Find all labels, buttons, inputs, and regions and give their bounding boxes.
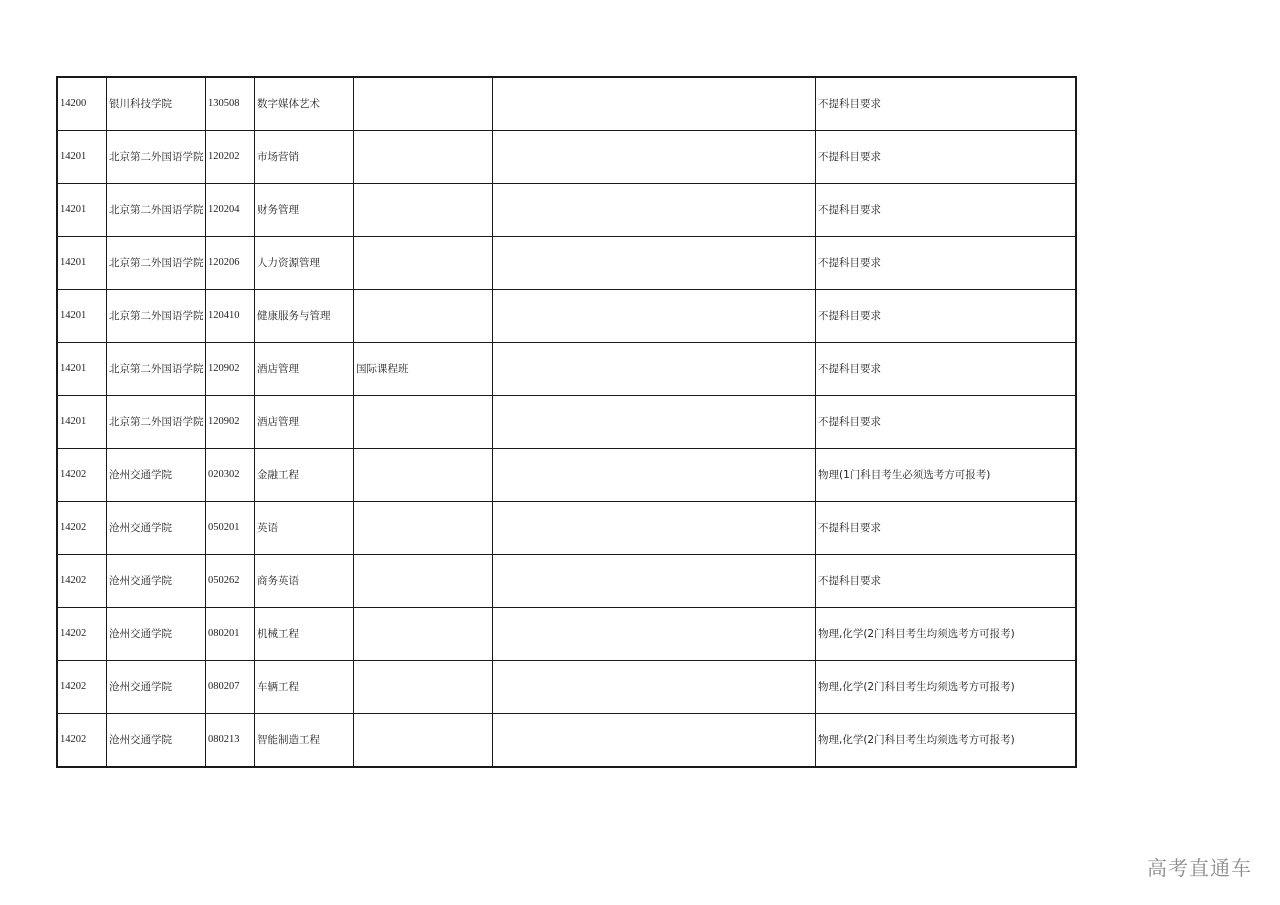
table-row [58,237,1076,290]
school-code-cell: 14201 [58,131,107,184]
major-name-cell: 商务英语 [255,555,354,608]
major-name-cell: 财务管理 [255,184,354,237]
major-code-cell: 120202 [206,131,255,184]
major-name-cell: 酒店管理 [255,343,354,396]
subject-requirement-cell: 不提科目要求 [816,502,1076,555]
subject-requirement-cell: 物理,化学(2门科目考生均须选考方可报考) [816,608,1076,661]
major-note-cell [354,714,493,767]
school-name-cell: 北京第二外国语学院 [107,237,206,290]
table-row [58,343,1076,396]
major-code-cell: 130508 [206,78,255,131]
subject-requirement-cell: 物理(1门科目考生必须选考方可报考) [816,449,1076,502]
table-row [58,78,1076,131]
blank-cell [493,237,816,290]
table-row [58,449,1076,502]
subject-requirement-cell: 不提科目要求 [816,290,1076,343]
major-code-cell: 120204 [206,184,255,237]
major-note-cell [354,237,493,290]
major-name-cell: 智能制造工程 [255,714,354,767]
blank-cell [493,714,816,767]
table-row [58,396,1076,449]
major-name-cell: 数字媒体艺术 [255,78,354,131]
school-name-cell: 北京第二外国语学院 [107,290,206,343]
subject-requirement-cell: 物理,化学(2门科目考生均须选考方可报考) [816,714,1076,767]
school-code-cell: 14202 [58,608,107,661]
school-code-cell: 14201 [58,237,107,290]
major-name-cell: 健康服务与管理 [255,290,354,343]
major-code-cell: 050262 [206,555,255,608]
school-code-cell: 14201 [58,290,107,343]
table-row [58,502,1076,555]
blank-cell [493,184,816,237]
subject-requirement-cell: 不提科目要求 [816,343,1076,396]
major-note-cell [354,184,493,237]
blank-cell [493,661,816,714]
school-name-cell: 沧州交通学院 [107,608,206,661]
blank-cell [493,396,816,449]
subject-requirement-cell: 不提科目要求 [816,78,1076,131]
school-code-cell: 14201 [58,343,107,396]
major-code-cell: 120410 [206,290,255,343]
table-row [58,714,1076,767]
table-row [58,131,1076,184]
school-name-cell: 沧州交通学院 [107,714,206,767]
blank-cell [493,502,816,555]
school-code-cell: 14202 [58,714,107,767]
table-row [58,184,1076,237]
subject-requirement-cell: 不提科目要求 [816,555,1076,608]
school-code-cell: 14201 [58,396,107,449]
school-code-cell: 14202 [58,555,107,608]
major-name-cell: 人力资源管理 [255,237,354,290]
major-code-cell: 080213 [206,714,255,767]
major-code-cell: 050201 [206,502,255,555]
major-code-cell: 080201 [206,608,255,661]
major-name-cell: 市场营销 [255,131,354,184]
blank-cell [493,131,816,184]
blank-cell [493,449,816,502]
major-note-cell: 国际课程班 [354,343,493,396]
major-name-cell: 酒店管理 [255,396,354,449]
blank-cell [493,343,816,396]
school-name-cell: 沧州交通学院 [107,661,206,714]
table-row [58,290,1076,343]
school-code-cell: 14202 [58,661,107,714]
table-row [58,661,1076,714]
major-name-cell: 车辆工程 [255,661,354,714]
major-code-cell: 080207 [206,661,255,714]
major-note-cell [354,131,493,184]
blank-cell [493,608,816,661]
subject-requirement-cell: 物理,化学(2门科目考生均须选考方可报考) [816,661,1076,714]
school-name-cell: 沧州交通学院 [107,449,206,502]
school-name-cell: 沧州交通学院 [107,555,206,608]
table-body [58,78,1076,767]
major-note-cell [354,661,493,714]
major-name-cell: 金融工程 [255,449,354,502]
school-name-cell: 北京第二外国语学院 [107,184,206,237]
school-code-cell: 14202 [58,502,107,555]
school-name-cell: 北京第二外国语学院 [107,131,206,184]
major-note-cell [354,555,493,608]
table-row [58,555,1076,608]
blank-cell [493,290,816,343]
school-code-cell: 14201 [58,184,107,237]
major-note-cell [354,608,493,661]
blank-cell [493,555,816,608]
major-code-cell: 120206 [206,237,255,290]
school-name-cell: 北京第二外国语学院 [107,396,206,449]
school-name-cell: 沧州交通学院 [107,502,206,555]
major-note-cell [354,396,493,449]
school-code-cell: 14200 [58,78,107,131]
subject-requirement-cell: 不提科目要求 [816,396,1076,449]
major-code-cell: 120902 [206,396,255,449]
school-name-cell: 银川科技学院 [107,78,206,131]
major-name-cell: 英语 [255,502,354,555]
subject-requirement-cell: 不提科目要求 [816,131,1076,184]
major-note-cell [354,78,493,131]
subject-requirement-cell: 不提科目要求 [816,237,1076,290]
school-code-cell: 14202 [58,449,107,502]
subject-requirement-cell: 不提科目要求 [816,184,1076,237]
watermark-text: 高考直通车 [1147,856,1252,880]
school-name-cell: 北京第二外国语学院 [107,343,206,396]
table-row [58,608,1076,661]
major-note-cell [354,449,493,502]
major-name-cell: 机械工程 [255,608,354,661]
major-code-cell: 120902 [206,343,255,396]
major-note-cell [354,290,493,343]
subject-requirements-table [57,77,1076,767]
major-note-cell [354,502,493,555]
blank-cell [493,78,816,131]
major-code-cell: 020302 [206,449,255,502]
